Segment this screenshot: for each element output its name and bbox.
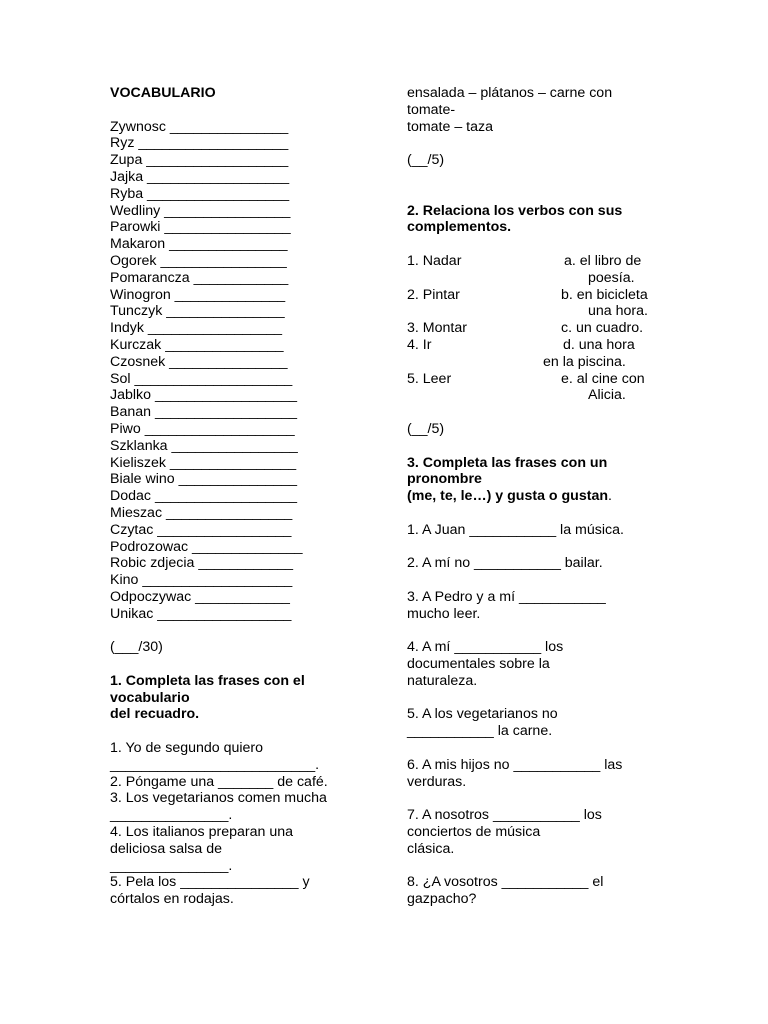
vocabulary-item: Zupa __________________	[110, 152, 289, 169]
exercise-2-title-line: complementos.	[407, 219, 512, 236]
exercise-1-line: 2. Póngame una _______ de café.	[110, 773, 328, 790]
exercise-1-title-line: vocabulario	[110, 689, 190, 706]
matching-row	[407, 371, 669, 388]
verb-item: 5. Leer	[407, 370, 452, 387]
complement-item: una hora.	[588, 303, 648, 320]
right-column	[407, 85, 669, 908]
complement-item: d. una hora	[563, 336, 635, 353]
exercise-3-line: 3. A Pedro y a mí ___________	[407, 588, 606, 605]
exercise-3-line: 7. A nosotros ___________ los	[407, 807, 602, 824]
vocabulary-item: Ogorek ________________	[110, 252, 287, 269]
complement-item: Alicia.	[588, 387, 626, 404]
vocabulary-item: Jablko __________________	[110, 387, 297, 404]
word-box-line: tomate – taza	[407, 118, 493, 135]
left-column	[110, 85, 372, 908]
vocabulary-item: Podrozowac ______________	[110, 538, 303, 555]
matching-row	[407, 270, 669, 287]
complement-item: poesía.	[588, 269, 635, 286]
exercise-3-item	[407, 807, 669, 857]
vocabulary-item: Robic zdjecia ____________	[110, 555, 294, 572]
complement-item: e. al cine con	[561, 370, 645, 387]
vocabulary-item: Wedliny ________________	[110, 202, 291, 219]
vocabulary-list	[110, 119, 372, 623]
vocabulary-score: (___/30)	[110, 639, 163, 656]
vocabulary-item: Dodac __________________	[110, 488, 297, 505]
exercise-3-item	[407, 589, 669, 623]
exercise-1-line: 5. Pela los _______________ y	[110, 874, 310, 891]
vocabulary-item: Mieszac ________________	[110, 504, 293, 521]
vocabulary-item: Tunczyk _______________	[110, 303, 285, 320]
vocabulary-item: Kino ___________________	[110, 572, 293, 589]
vocabulary-item: Winogron ______________	[110, 286, 286, 303]
vocabulary-item: Ryz ___________________	[110, 135, 289, 152]
vocabulary-item: Biale wino _______________	[110, 471, 297, 488]
matching-row	[407, 253, 669, 270]
exercise-3-sentences	[407, 522, 669, 908]
vocabulary-item: Ryba __________________	[110, 185, 290, 202]
exercise-1-sentences	[110, 740, 372, 908]
verb-item: 1. Nadar	[407, 252, 462, 269]
exercise-3-line: 5. A los vegetarianos no	[407, 706, 558, 723]
exercise-3-title-line	[407, 488, 669, 505]
vocabulary-item: Sol ____________________	[110, 370, 293, 387]
exercise-3-item	[407, 639, 669, 689]
vocabulary-item: Kieliszek ________________	[110, 454, 297, 471]
exercise-1-line: deliciosa salsa de	[110, 840, 222, 857]
exercise-3-line: naturaleza.	[407, 672, 478, 689]
verb-item: 3. Montar	[407, 320, 467, 337]
vocabulary-item: Czytac _________________	[110, 521, 292, 538]
exercise-1-line: 4. Los italianos preparan una	[110, 824, 293, 841]
exercise-2-title-line: 2. Relaciona los verbos con sus	[407, 202, 623, 219]
exercise-3-title-line: 3. Completa las frases con un	[407, 454, 608, 471]
exercise-3-item	[407, 555, 669, 572]
matching-row	[407, 287, 669, 304]
exercise-3-line: 2. A mí no ___________ bailar.	[407, 555, 603, 572]
vocabulary-item: Makaron _______________	[110, 236, 288, 253]
exercise-1-title-line: del recuadro.	[110, 706, 200, 723]
exercise-2-score: (__/5)	[407, 420, 445, 437]
exercise-1-score: (__/5)	[407, 152, 445, 169]
exercise-1-line: córtalos en rodajas.	[110, 891, 234, 908]
vocabulary-item: Piwo ___________________	[110, 420, 295, 437]
vocabulary-title: VOCABULARIO	[110, 85, 216, 101]
exercise-3-line: 4. A mí ___________ los	[407, 639, 564, 656]
exercise-3-line: clásica.	[407, 840, 455, 857]
exercise-3-line: documentales sobre la	[407, 656, 550, 673]
matching-row	[407, 387, 669, 404]
exercise-2-matching	[407, 253, 669, 404]
vocabulary-item: Jajka __________________	[110, 168, 290, 185]
word-box-line: ensalada – plátanos – carne con	[407, 85, 613, 101]
vocabulary-item: Szklanka ________________	[110, 437, 298, 454]
matching-row	[407, 303, 669, 320]
exercise-3-line: ___________ la carne.	[407, 723, 553, 740]
complement-item: b. en bicicleta	[561, 286, 648, 303]
exercise-3-title-period: .	[608, 488, 612, 505]
exercise-1-line: 1. Yo de segundo quiero	[110, 740, 264, 757]
matching-row	[407, 320, 669, 337]
complement-item: en la piscina.	[543, 353, 626, 370]
complement-item: a. el libro de	[564, 252, 642, 269]
verb-item: 4. Ir	[407, 336, 432, 353]
verb-item: 2. Pintar	[407, 286, 460, 303]
vocabulary-item: Banan __________________	[110, 404, 297, 421]
vocabulary-item: Parowki ________________	[110, 219, 291, 236]
exercise-3-title-line: pronombre	[407, 471, 482, 488]
exercise-3-line: 6. A mis hijos no ___________ las	[407, 756, 623, 773]
vocabulary-item: Pomarancza ____________	[110, 269, 289, 286]
vocabulary-item: Indyk _________________	[110, 320, 282, 337]
exercise-3-line: gazpacho?	[407, 891, 477, 908]
exercise-1-title-line: 1. Completa las frases con el	[110, 672, 305, 689]
exercise-3-item	[407, 874, 669, 908]
vocabulary-item: Zywnosc _______________	[110, 118, 289, 135]
exercise-3-line: 8. ¿A vosotros ___________ el	[407, 874, 604, 891]
matching-row	[407, 354, 669, 371]
exercise-3-item	[407, 706, 669, 740]
exercise-3-title-text: (me, te, le…) y gusta o gustan	[407, 488, 609, 505]
exercise-3-item	[407, 757, 669, 791]
exercise-3-line: mucho leer.	[407, 605, 481, 622]
exercise-3-line: conciertos de música	[407, 824, 541, 841]
exercise-3-line: verduras.	[407, 773, 467, 790]
exercise-1-line: _______________.	[110, 807, 233, 824]
vocabulary-item: Unikac _________________	[110, 605, 292, 622]
vocabulary-item: Odpoczywac ____________	[110, 588, 290, 605]
vocabulary-item: Czosnek _______________	[110, 353, 288, 370]
vocabulary-item: Kurczak _______________	[110, 336, 284, 353]
word-box-line: tomate-	[407, 101, 456, 118]
exercise-1-line: 3. Los vegetarianos comen mucha	[110, 790, 327, 807]
exercise-3-item	[407, 522, 669, 539]
matching-row	[407, 337, 669, 354]
exercise-3-line: 1. A Juan ___________ la música.	[407, 521, 624, 538]
exercise-1-line: __________________________.	[110, 756, 320, 773]
complement-item: c. un cuadro.	[561, 320, 644, 337]
exercise-1-line: _______________.	[110, 857, 233, 874]
